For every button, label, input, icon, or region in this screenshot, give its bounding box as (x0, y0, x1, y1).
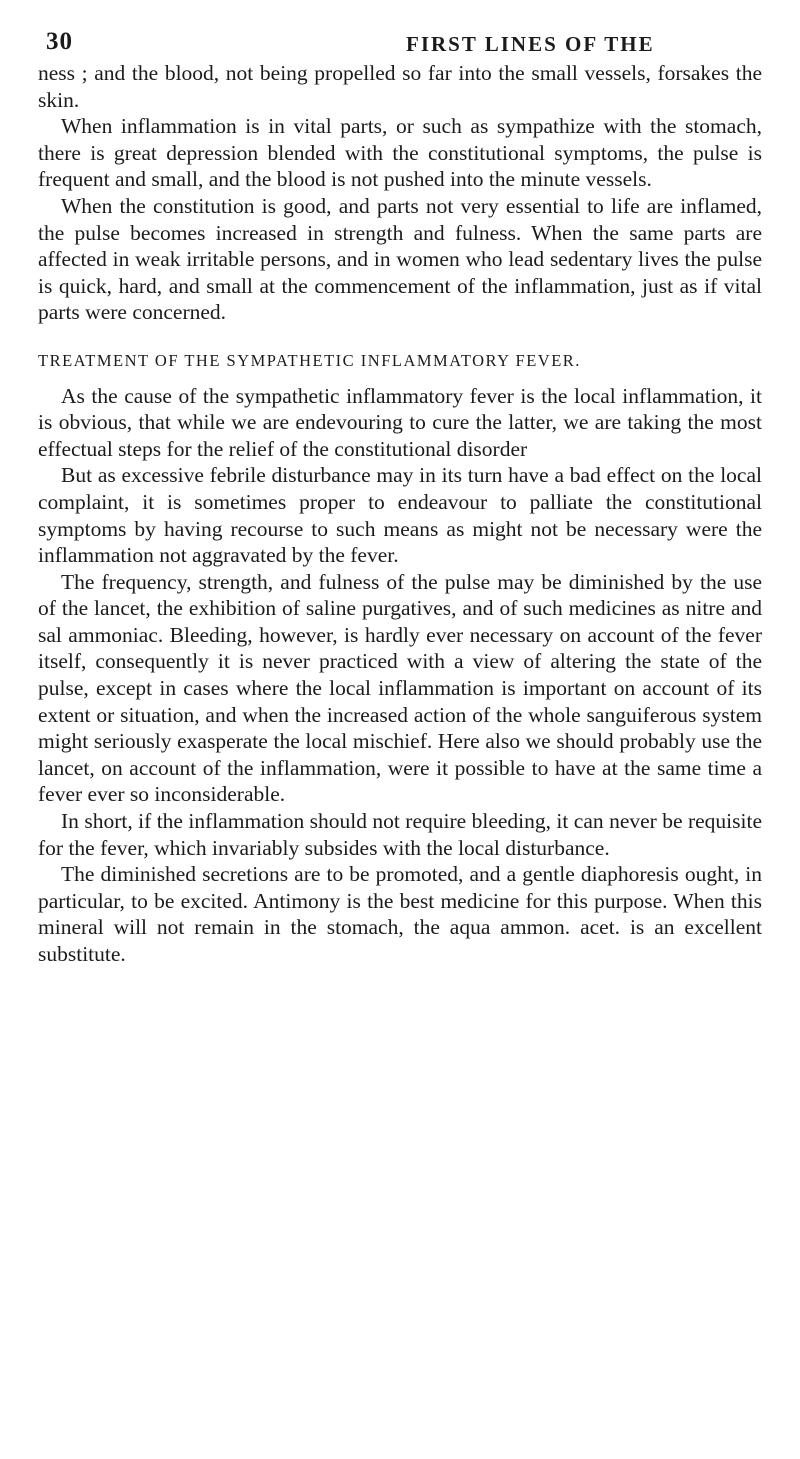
paragraph: When inflammation is in vital parts, or such as sympathize with the stomach, there is great depression blended with the constitutional symptoms, the pulse is frequent and small, and the blood is not pushed into the minute vessels. (38, 114, 762, 192)
paragraph: But as excessive febrile disturbance may in its turn have a bad effect on the local complaint, it is sometimes proper to endeavour to palliate the constitutional symptoms by having recourse to such means as might not be necessary were the inflammation not aggravated by the fever. (38, 463, 762, 568)
page-number: 30 (46, 28, 73, 55)
paragraph: In short, if the inflammation should not require bleeding, it can never be requisite for the fever, which invariably subsides with the local disturbance. (38, 809, 762, 860)
paragraph: The diminished secretions are to be promoted, and a gentle diaphoresis ought, in particular, to be excited. Antimony is the best medicine for this purpose. When this mineral will not remain in the stomach, the aqua ammon. acet. is an excellent substitute. (38, 862, 762, 966)
paragraph: When the constitution is good, and parts not very essential to life are inflamed, the pulse becomes increased in strength and fulness. When the same parts are affected in weak irritable persons, and in women who lead sedentary lives the pulse is quick, hard, and small at the commencement of the inflammation, just as if vital parts were concerned. (38, 193, 762, 325)
section-heading: TREATMENT OF THE SYMPATHETIC INFLAMMATORY FEVER. (38, 350, 581, 370)
body-text (38, 60, 762, 968)
running-head (38, 20, 762, 60)
paragraph: As the cause of the sympathetic inflammatory fever is the local inflammation, it is obvious, that while we are endevouring to cure the latter, we are taking the most effectual steps for the relief of the constitutional disorder (38, 383, 762, 461)
paragraph: The frequency, strength, and fulness of the pulse may be diminished by the use of the lancet, the exhibition of saline purgatives, and of such medicines as nitre and sal ammoniac. Bleeding, however, is hardly ever necessary on account of the fever itself, consequently it is never practiced with a view of altering the state of the pulse, except in cases where the local inflammation is important on account of its extent or situation, and when the increased action of the whole sanguiferous system might seriously exasperate the local mischief. Here also we should probably use the lancet, on account of the inflammation, were it possible to have at the same time a fever ever so inconsiderable. (38, 569, 762, 807)
running-title: FIRST LINES OF THE (406, 32, 655, 56)
paragraph: ness ; and the blood, not being propelled so far into the small vessels, forsakes the skin. (38, 61, 762, 112)
